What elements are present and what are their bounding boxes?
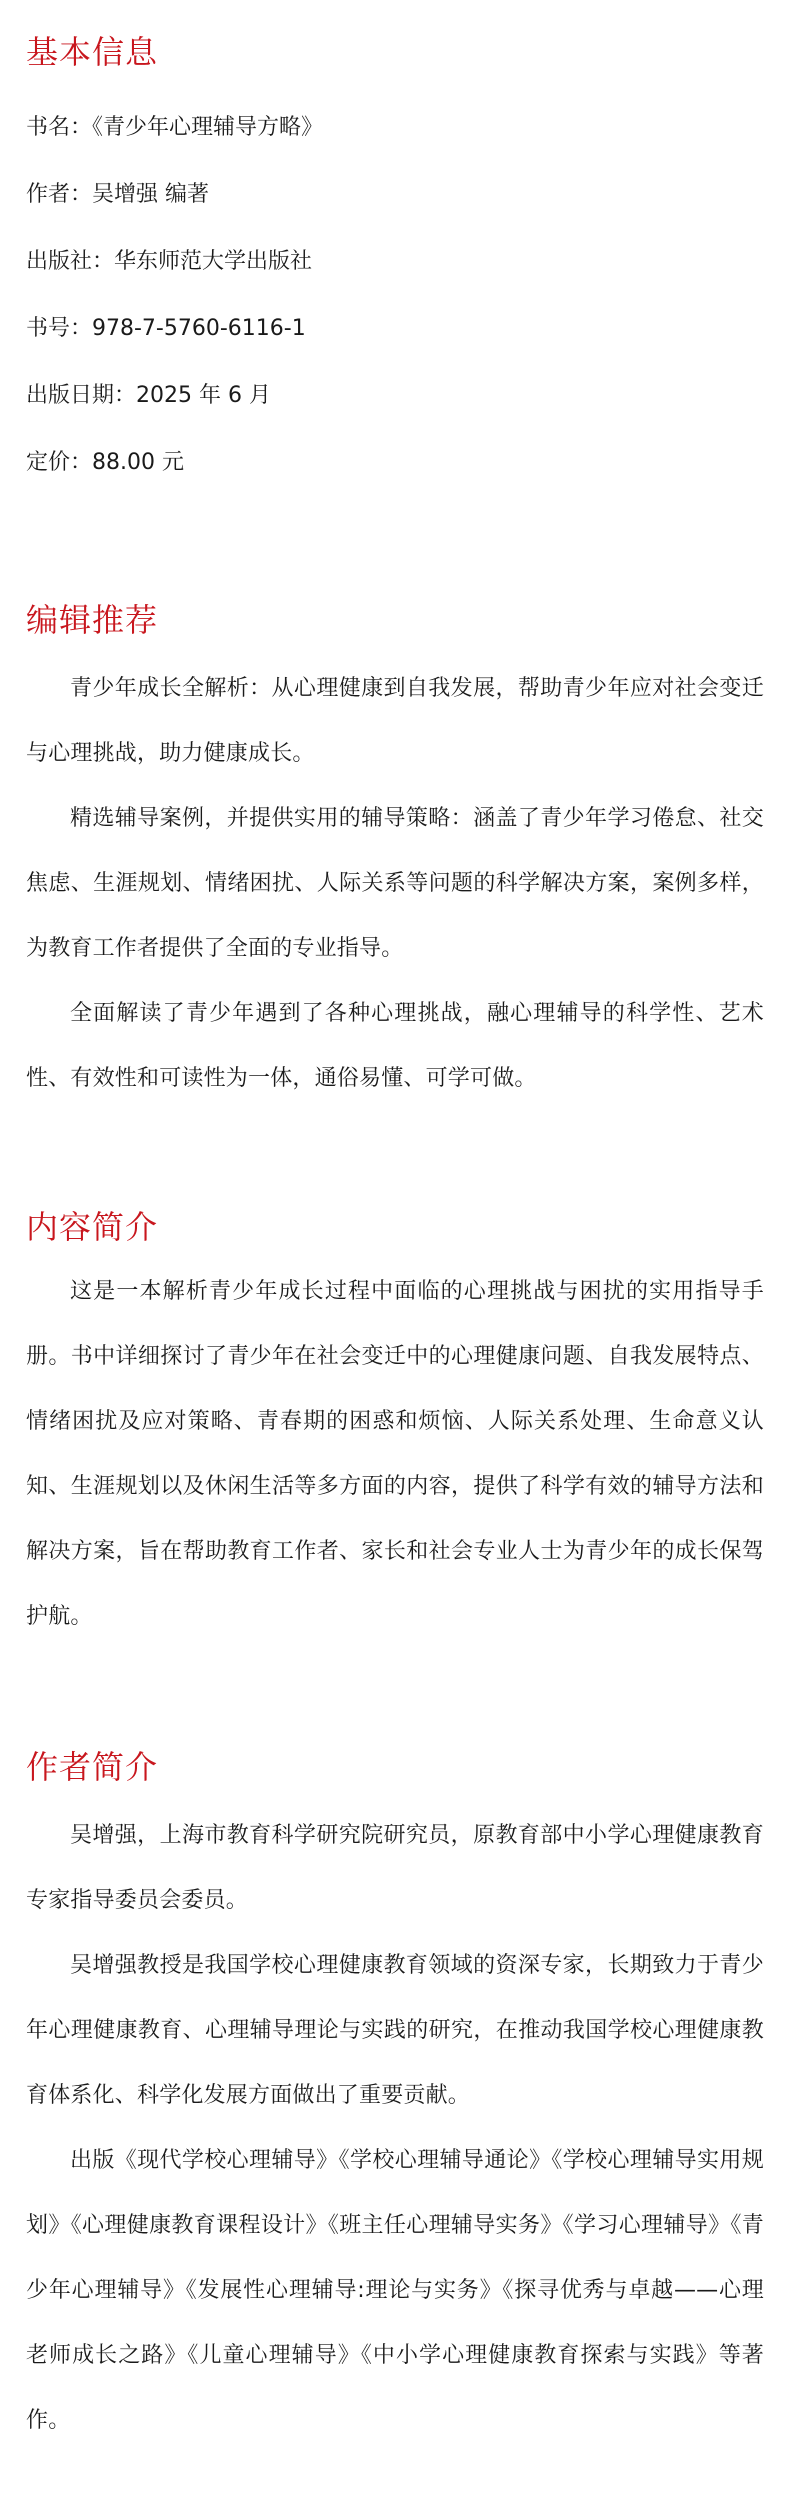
- info-price: 定价：88.00 元: [26, 450, 184, 475]
- content-summary-section: [26, 1205, 764, 1649]
- info-publish-date: 出版日期：2025 年 6 月: [26, 383, 271, 408]
- info-publisher: 出版社：华东师范大学出版社: [26, 249, 313, 274]
- basic-info-section: [26, 30, 764, 496]
- editor-paragraph: 全面解读了青少年遇到了各种心理挑战，融心理辅导的科学性、艺术性、有效性和可读性为一体，通俗易懂、可学可做。: [26, 1001, 764, 1091]
- author-paragraph: 吴增强，上海市教育科学研究院研究员，原教育部中小学心理健康教育专家指导委员会委员。: [26, 1823, 764, 1913]
- info-book-title: 书名：《青少年心理辅导方略》: [26, 115, 324, 140]
- content-paragraph: 这是一本解析青少年成长过程中面临的心理挑战与困扰的实用指导手册。书中详细探讨了青少年在社会变迁中的心理健康问题、自我发展特点、情绪困扰及应对策略、青春期的困惑和烦恼、人际关系处理、生命意义认知、生涯规划以及休闲生活等多方面的内容，提供了科学有效的辅导方法和解决方案，旨在帮助教育工作者、家长和社会专业人士为青少年的成长保驾护航。: [26, 1279, 764, 1629]
- author-intro-section: [26, 1745, 764, 2453]
- basic-info-list: [26, 94, 764, 496]
- content-summary-heading: 内容简介: [26, 1208, 159, 1246]
- editor-recommendation-heading: 编辑推荐: [26, 601, 159, 639]
- author-paragraph: 出版《现代学校心理辅导》《学校心理辅导通论》《学校心理辅导实用规划》《心理健康教育课程设计》《班主任心理辅导实务》《学习心理辅导》《青少年心理辅导》《发展性心理辅导:理论与实务》《探寻优秀与卓越——心理老师成长之路》《儿童心理辅导》《中小学心理健康教育探索与实践》等著作。: [26, 2148, 764, 2433]
- editor-paragraph: 青少年成长全解析：从心理健康到自我发展，帮助青少年应对社会变迁与心理挑战，助力健康成长。: [26, 676, 764, 766]
- editor-paragraph: 精选辅导案例，并提供实用的辅导策略：涵盖了青少年学习倦怠、社交焦虑、生涯规划、情绪困扰、人际关系等问题的科学解决方案，案例多样，为教育工作者提供了全面的专业指导。: [26, 806, 764, 961]
- basic-info-heading: 基本信息: [26, 33, 159, 71]
- info-author: 作者：吴增强 编著: [26, 182, 209, 207]
- editor-recommendation-section: [26, 598, 764, 1111]
- info-isbn: 书号：978-7-5760-6116-1: [26, 316, 306, 341]
- author-paragraph: 吴增强教授是我国学校心理健康教育领域的资深专家，长期致力于青少年心理健康教育、心理辅导理论与实践的研究，在推动我国学校心理健康教育体系化、科学化发展方面做出了重要贡献。: [26, 1953, 764, 2108]
- author-intro-heading: 作者简介: [26, 1748, 159, 1786]
